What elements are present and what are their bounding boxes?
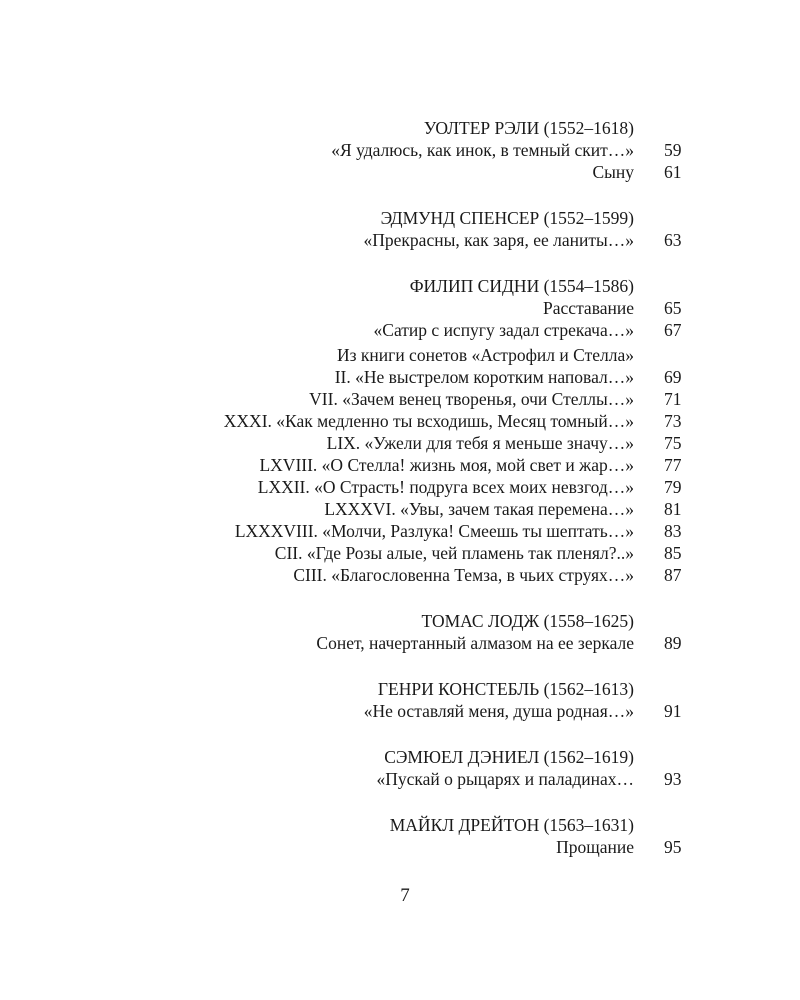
author-heading <box>0 814 800 836</box>
entry-title: VII. «Зачем венец творенья, очи Стеллы…» <box>309 389 634 409</box>
toc-entry[interactable] <box>0 161 800 183</box>
entry-page-number: 69 <box>664 367 682 387</box>
author-name: ЭДМУНД СПЕНСЕР (1552–1599) <box>380 208 634 228</box>
entry-title: «Сатир с испугу задал стрекача…» <box>373 320 634 340</box>
entry-title: Прощание <box>556 837 634 857</box>
entry-title: «Не оставляй меня, душа родная…» <box>363 701 634 721</box>
author-heading <box>0 610 800 632</box>
entry-page-number: 77 <box>664 455 682 475</box>
entry-title: LIX. «Ужели для тебя я меньше значу…» <box>326 433 634 453</box>
entry-page-number: 93 <box>664 769 682 789</box>
author-name: ФИЛИП СИДНИ (1554–1586) <box>409 276 634 296</box>
page-number: 7 <box>400 885 410 906</box>
entry-title: Расставание <box>543 298 634 318</box>
toc-entry[interactable] <box>0 632 800 654</box>
toc-entry[interactable] <box>0 319 800 341</box>
toc-entry[interactable] <box>0 498 800 520</box>
toc-entry[interactable] <box>0 476 800 498</box>
entry-title: LXXXVIII. «Молчи, Разлука! Смеешь ты шептать…» <box>234 521 634 541</box>
toc-entry[interactable] <box>0 410 800 432</box>
toc-entry[interactable] <box>0 297 800 319</box>
author-heading <box>0 275 800 297</box>
entry-page-number: 67 <box>664 320 682 340</box>
entry-page-number: 95 <box>664 837 682 857</box>
entry-page-number: 75 <box>664 433 682 453</box>
entry-title: II. «Не выстрелом коротким наповал…» <box>334 367 634 387</box>
entry-title: «Я удалюсь, как инок, в темный скит…» <box>331 140 634 160</box>
toc-entry[interactable] <box>0 520 800 542</box>
entry-page-number: 65 <box>664 298 682 318</box>
author-name: ГЕНРИ КОНСТЕБЛЬ (1562–1613) <box>377 679 634 699</box>
entry-page-number: 61 <box>664 162 682 182</box>
entry-page-number: 63 <box>664 230 682 250</box>
toc-entry[interactable] <box>0 229 800 251</box>
entry-page-number: 59 <box>664 140 682 160</box>
table-of-contents <box>0 117 800 858</box>
author-heading <box>0 207 800 229</box>
entry-title: CIII. «Благословенна Темза, в чьих струях…» <box>293 565 634 585</box>
subsection-heading <box>0 344 800 366</box>
toc-entry[interactable] <box>0 542 800 564</box>
subsection-title: Из книги сонетов «Астрофил и Стелла» <box>336 345 634 365</box>
toc-entry[interactable] <box>0 432 800 454</box>
author-heading <box>0 678 800 700</box>
entry-page-number: 87 <box>664 565 682 585</box>
entry-title: CII. «Где Розы алые, чей пламень так пленял?..» <box>274 543 634 563</box>
entry-title: LXXXVI. «Увы, зачем такая перемена…» <box>324 499 634 519</box>
entry-page-number: 91 <box>664 701 682 721</box>
toc-entry[interactable] <box>0 366 800 388</box>
toc-entry[interactable] <box>0 564 800 586</box>
toc-entry[interactable] <box>0 388 800 410</box>
entry-title: XXXI. «Как медленно ты всходишь, Месяц томный…» <box>223 411 634 431</box>
author-name: МАЙКЛ ДРЕЙТОН (1563–1631) <box>389 815 634 835</box>
entry-title: Сыну <box>592 162 634 182</box>
author-name: УОЛТЕР РЭЛИ (1552–1618) <box>423 118 634 138</box>
toc-entry[interactable] <box>0 836 800 858</box>
entry-title: LXXII. «О Страсть! подруга всех моих невзгод…» <box>257 477 634 497</box>
entry-title: Сонет, начертанный алмазом на ее зеркале <box>316 633 634 653</box>
entry-page-number: 89 <box>664 633 682 653</box>
entry-page-number: 71 <box>664 389 682 409</box>
entry-title: «Прекрасны, как заря, ее ланиты…» <box>363 230 634 250</box>
entry-page-number: 81 <box>664 499 682 519</box>
entry-title: LXVIII. «О Стелла! жизнь моя, мой свет и жар…» <box>259 455 634 475</box>
toc-entry[interactable] <box>0 700 800 722</box>
entry-page-number: 79 <box>664 477 682 497</box>
author-heading <box>0 117 800 139</box>
entry-title: «Пускай о рыцарях и паладинах… <box>376 769 634 789</box>
author-heading <box>0 746 800 768</box>
toc-entry[interactable] <box>0 139 800 161</box>
author-name: ТОМАС ЛОДЖ (1558–1625) <box>421 611 634 631</box>
author-name: СЭМЮЕЛ ДЭНИЕЛ (1562–1619) <box>384 747 634 767</box>
toc-entry[interactable] <box>0 768 800 790</box>
toc-entry[interactable] <box>0 454 800 476</box>
entry-page-number: 73 <box>664 411 682 431</box>
entry-page-number: 85 <box>664 543 682 563</box>
entry-page-number: 83 <box>664 521 682 541</box>
